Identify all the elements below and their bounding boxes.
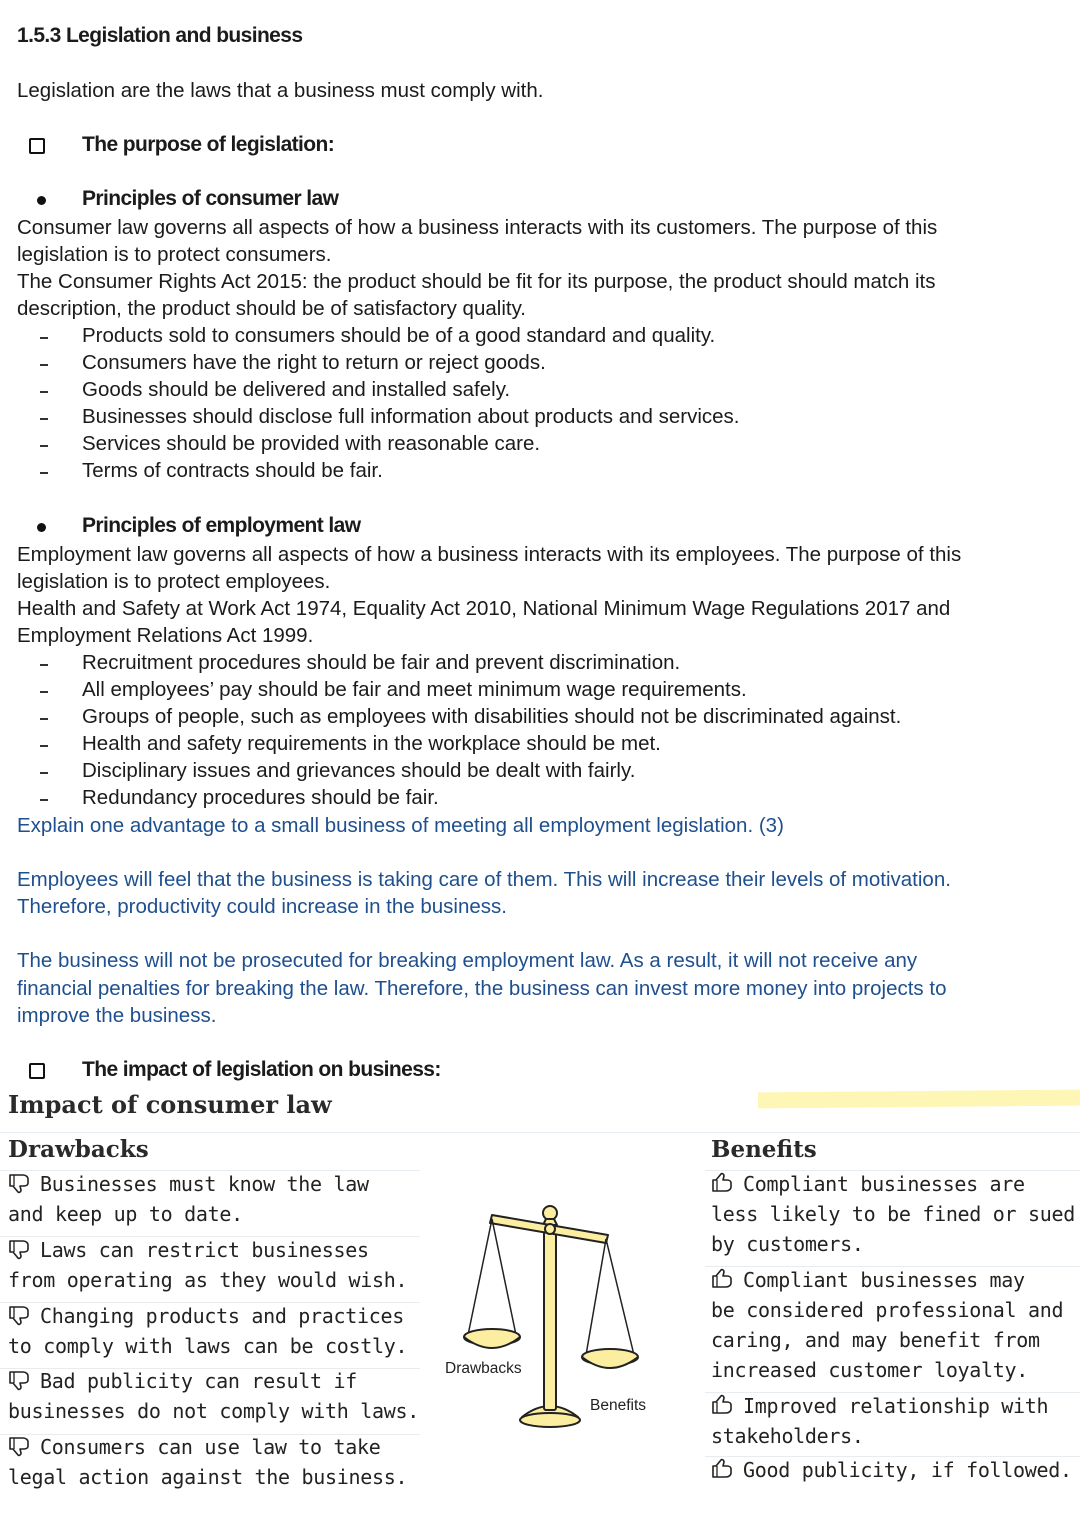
ruled-line <box>705 1456 1080 1457</box>
impact-title: Impact of consumer law <box>8 1090 332 1119</box>
ruled-line <box>705 1170 1080 1171</box>
drawback-text: Changing products and practices <box>40 1304 404 1328</box>
dash-icon <box>40 445 48 447</box>
benefit-item <box>711 1268 1025 1292</box>
bullet-icon <box>37 196 46 205</box>
bullet-icon <box>37 523 46 532</box>
drawback-text: Consumers can use law to take <box>40 1435 381 1459</box>
drawback-item <box>8 1172 369 1196</box>
drawback-item <box>8 1304 404 1328</box>
thumbs-up-icon <box>711 1458 737 1480</box>
benefit-text: Compliant businesses may <box>743 1268 1025 1292</box>
benefit-text: Improved relationship with <box>743 1394 1049 1418</box>
answer-paragraph: Employees will feel that the business is taking care of them. This will increase their levels of motivation. <box>17 868 951 891</box>
drawback-text: Bad publicity can result if <box>40 1369 358 1393</box>
list-item: Consumers have the right to return or reject goods. <box>82 351 546 374</box>
ruled-line <box>705 1266 1080 1267</box>
list-item: Terms of contracts should be fair. <box>82 459 383 482</box>
thumbs-up-icon <box>711 1172 737 1194</box>
drawback-item <box>8 1369 357 1393</box>
drawback-text: Businesses must know the law <box>40 1172 369 1196</box>
list-item: Recruitment procedures should be fair and prevent discrimination. <box>82 651 681 674</box>
divider <box>0 1132 1080 1133</box>
benefit-text: by customers. <box>711 1232 864 1256</box>
benefit-text: be considered professional and <box>711 1298 1064 1322</box>
balance-scale-icon <box>440 1195 690 1440</box>
benefit-text: stakeholders. <box>711 1424 864 1448</box>
benefit-item <box>711 1394 1048 1418</box>
dash-icon <box>40 718 48 720</box>
employment-heading: Principles of employment law <box>82 514 361 537</box>
answer-paragraph: financial penalties for breaking the law. Therefore, the business can invest more money into projects to <box>17 977 947 1000</box>
benefit-text: less likely to be fined or sued <box>711 1202 1075 1226</box>
list-item: All employees’ pay should be fair and meet minimum wage requirements. <box>82 678 747 701</box>
drawback-text: Laws can restrict businesses <box>40 1238 369 1262</box>
section-heading-impact: The impact of legislation on business: <box>82 1058 441 1081</box>
list-item: Services should be provided with reasonable care. <box>82 432 541 455</box>
consumer-act-paragraph: The Consumer Rights Act 2015: the product should be fit for its purpose, the product should match its <box>17 270 936 293</box>
employment-acts-paragraph: Health and Safety at Work Act 1974, Equality Act 2010, National Minimum Wage Regulations 2017 and <box>17 597 951 620</box>
drawback-item <box>8 1238 369 1262</box>
ruled-line <box>0 1170 420 1171</box>
benefit-item <box>711 1172 1025 1196</box>
answer-paragraph: The business will not be prosecuted for breaking employment law. As a result, it will not receive any <box>17 949 918 972</box>
dash-icon <box>40 337 48 339</box>
drawback-text: and keep up to date. <box>8 1202 243 1226</box>
ruled-line <box>0 1236 420 1237</box>
list-item: Disciplinary issues and grievances should be dealt with fairly. <box>82 759 636 782</box>
thumbs-down-icon <box>8 1304 34 1326</box>
checkbox-icon <box>29 138 45 154</box>
answer-paragraph: improve the business. <box>17 1004 217 1027</box>
dash-icon <box>40 772 48 774</box>
section-heading-purpose: The purpose of legislation: <box>82 133 335 156</box>
dash-icon <box>40 745 48 747</box>
scale-label-drawbacks: Drawbacks <box>445 1360 522 1377</box>
ruled-line <box>705 1392 1080 1393</box>
dash-icon <box>40 691 48 693</box>
employment-paragraph: Employment law governs all aspects of how a business interacts with its employees. The purpose of this <box>17 543 962 566</box>
thumbs-up-icon <box>711 1394 737 1416</box>
drawback-text: to comply with laws can be costly. <box>8 1334 408 1358</box>
list-item: Products sold to consumers should be of a good standard and quality. <box>82 324 716 347</box>
benefit-item <box>711 1458 1072 1482</box>
dash-icon <box>40 664 48 666</box>
consumer-paragraph: legislation is to protect consumers. <box>17 243 332 266</box>
list-item: Groups of people, such as employees with disabilities should not be discriminated against. <box>82 705 902 728</box>
list-item: Redundancy procedures should be fair. <box>82 786 439 809</box>
highlighter-strip <box>758 1090 1080 1109</box>
thumbs-down-icon <box>8 1238 34 1260</box>
consumer-act-paragraph: description, the product should be of satisfactory quality. <box>17 297 526 320</box>
consumer-paragraph: Consumer law governs all aspects of how a business interacts with its customers. The purpose of this <box>17 216 938 239</box>
dash-icon <box>40 418 48 420</box>
dash-icon <box>40 364 48 366</box>
thumbs-down-icon <box>8 1369 34 1391</box>
benefits-heading: Benefits <box>711 1136 817 1163</box>
dash-icon <box>40 391 48 393</box>
thumbs-down-icon <box>8 1172 34 1194</box>
drawbacks-heading: Drawbacks <box>8 1136 149 1163</box>
list-item: Goods should be delivered and installed safely. <box>82 378 511 401</box>
dash-icon <box>40 799 48 801</box>
drawback-text: from operating as they would wish. <box>8 1268 408 1292</box>
thumbs-down-icon <box>8 1435 34 1457</box>
list-item: Businesses should disclose full information about products and services. <box>82 405 740 428</box>
benefit-text: Compliant businesses are <box>743 1172 1025 1196</box>
exam-question: Explain one advantage to a small business of meeting all employment legislation. (3) <box>17 814 784 837</box>
drawback-text: businesses do not comply with laws. <box>8 1399 419 1423</box>
answer-paragraph: Therefore, productivity could increase in the business. <box>17 895 507 918</box>
dash-icon <box>40 472 48 474</box>
list-item: Health and safety requirements in the workplace should be met. <box>82 732 661 755</box>
intro-text: Legislation are the laws that a business must comply with. <box>17 79 544 102</box>
scale-label-benefits: Benefits <box>590 1397 647 1414</box>
thumbs-up-icon <box>711 1268 737 1290</box>
ruled-line <box>0 1302 420 1303</box>
employment-acts-paragraph: Employment Relations Act 1999. <box>17 624 314 647</box>
page-title: 1.5.3 Legislation and business <box>17 24 303 47</box>
consumer-heading: Principles of consumer law <box>82 187 339 210</box>
drawback-item <box>8 1435 381 1459</box>
benefit-text: Good publicity, if followed. <box>743 1458 1072 1482</box>
checkbox-icon <box>29 1063 45 1079</box>
benefit-text: increased customer loyalty. <box>711 1358 1029 1382</box>
drawback-text: legal action against the business. <box>8 1465 408 1489</box>
employment-paragraph: legislation is to protect employees. <box>17 570 331 593</box>
benefit-text: caring, and may benefit from <box>711 1328 1040 1352</box>
